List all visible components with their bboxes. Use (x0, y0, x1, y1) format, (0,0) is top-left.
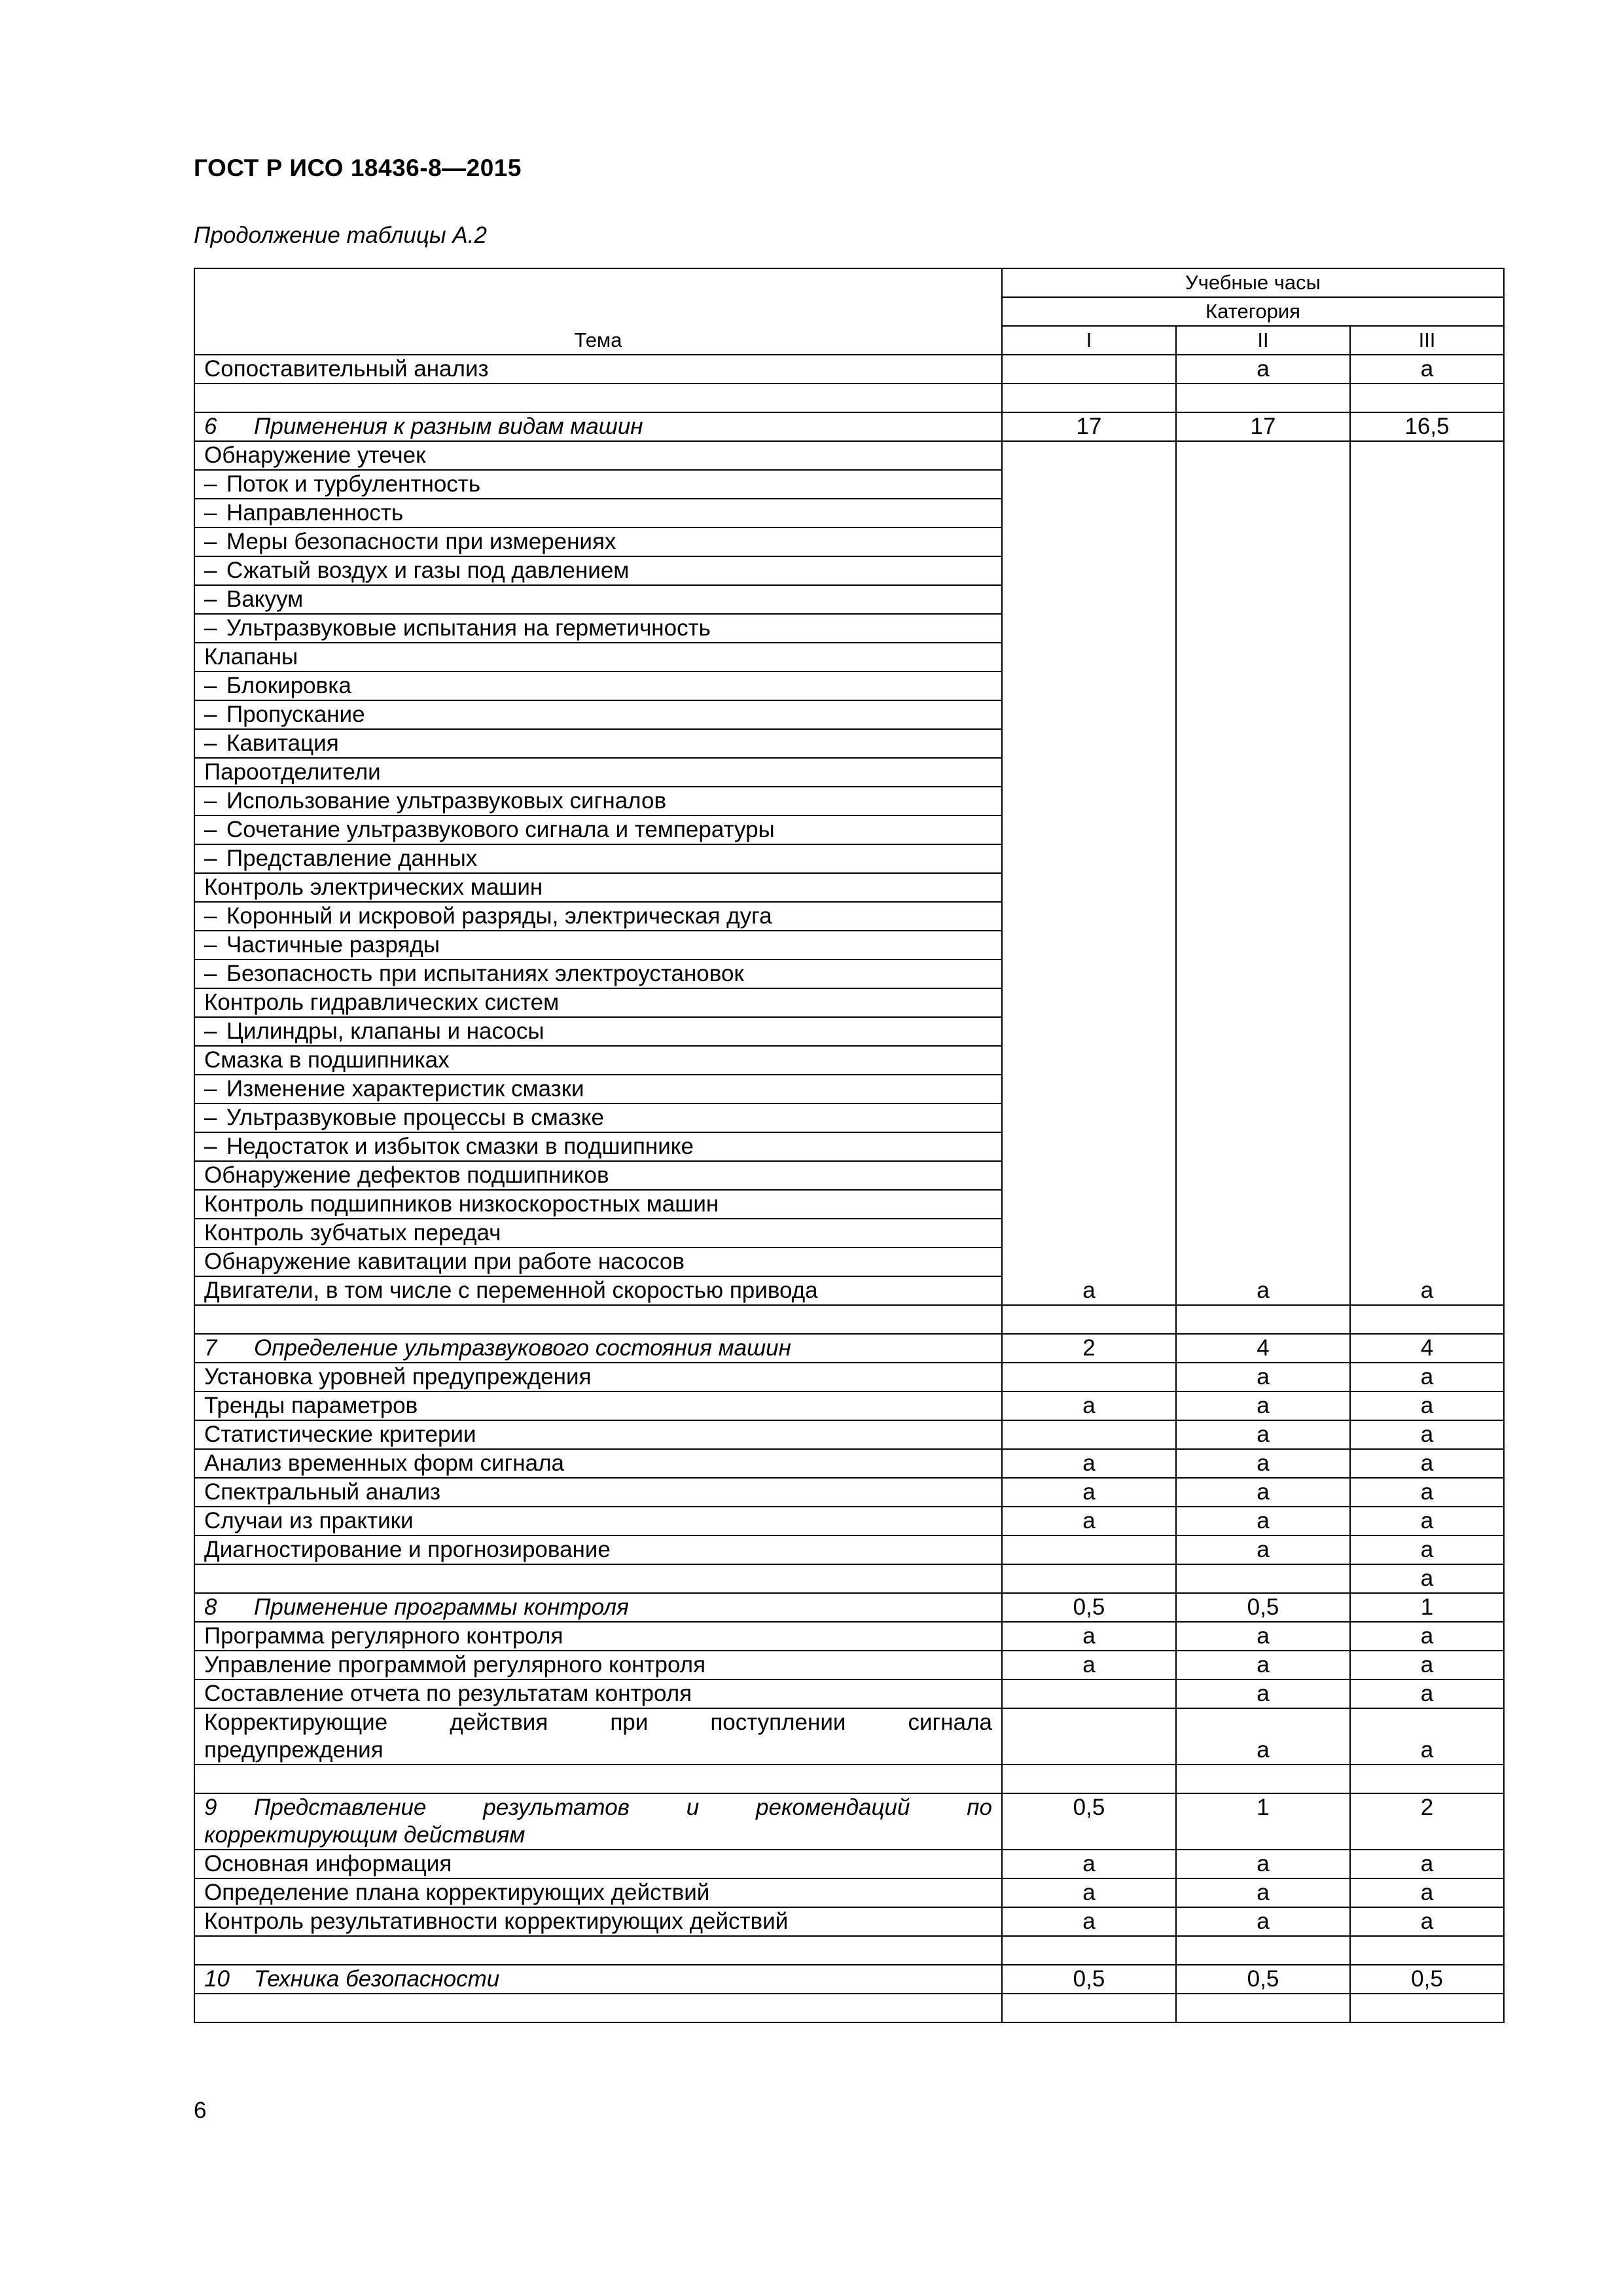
table-row (194, 1420, 1504, 1449)
hours-cat-2: 0,5 (1176, 1593, 1350, 1622)
row-topic-text: Коронный и искровой разряды, электрическая дуга (226, 903, 772, 929)
dash-marker: – (204, 817, 217, 842)
row-topic-text: Безопасность при испытаниях электроустановок (226, 961, 744, 986)
category-I-header: I (1002, 326, 1176, 355)
row-topic: Основная информация (194, 1850, 1002, 1878)
hours-cat-3: а (1350, 1878, 1504, 1907)
hours-cat-1: а (1002, 1507, 1176, 1535)
hours-cat-2: а (1176, 1420, 1350, 1449)
row-topic: Спектральный анализ (194, 1478, 1002, 1507)
hours-cat-3: 16,5 (1350, 412, 1504, 441)
hours-cat-3: 2 (1350, 1793, 1504, 1850)
hours-cat-3: 0,5 (1350, 1965, 1504, 1994)
row-topic (194, 787, 1002, 816)
row-topic: Пароотделители (194, 758, 1002, 787)
section-title-line-1 (204, 1794, 992, 1821)
hours-cat-3-merged: а (1350, 441, 1504, 1305)
table-row (194, 1363, 1504, 1391)
row-topic: Смазка в подшипниках (194, 1046, 1002, 1075)
row-topic-text: Пропускание (226, 702, 365, 727)
section-name: Техника безопасности (254, 1966, 500, 1992)
section-title (194, 1593, 1002, 1622)
section-number: 7 (204, 1335, 217, 1361)
hours-cat-1 (1002, 355, 1176, 384)
row-topic (194, 1564, 1002, 1593)
section-row-10 (194, 1965, 1504, 1994)
hours-cat-2: а (1176, 1878, 1350, 1907)
row-topic: Контроль подшипников низкоскоростных машин (194, 1190, 1002, 1219)
hours-cat-2: а (1176, 1363, 1350, 1391)
table-row (194, 1850, 1504, 1878)
section-name: Применения к разным видам машин (254, 414, 643, 439)
row-topic: Программа регулярного контроля (194, 1622, 1002, 1651)
table-row (194, 1708, 1504, 1765)
hours-cat-2: а (1176, 1651, 1350, 1679)
hours-cat-3: а (1350, 1391, 1504, 1420)
row-topic (194, 614, 1002, 643)
row-topic (194, 1075, 1002, 1103)
hours-cat-2: 0,5 (1176, 1965, 1350, 1994)
row-topic: Контроль результативности корректирующих действий (194, 1907, 1002, 1936)
row-topic-line-2: предупреждения (204, 1737, 383, 1763)
table-row (194, 1391, 1504, 1420)
row-topic-text: Сжатый воздух и газы под давлением (226, 558, 630, 583)
hours-cat-3: 1 (1350, 1593, 1504, 1622)
table-row (194, 1507, 1504, 1535)
training-hours-table (194, 268, 1505, 2023)
hours-cat-3: а (1350, 1363, 1504, 1391)
spacer-row (194, 384, 1504, 412)
hours-cat-2: 17 (1176, 412, 1350, 441)
section-title (194, 1965, 1002, 1994)
table-row (194, 1564, 1504, 1593)
dash-marker: – (204, 788, 217, 814)
table-row (194, 1907, 1504, 1936)
spacer-row (194, 1994, 1504, 2022)
hours-cat-3: 4 (1350, 1334, 1504, 1363)
section-title (194, 412, 1002, 441)
section-row-9 (194, 1793, 1504, 1850)
row-topic: Сопоставительный анализ (194, 355, 1002, 384)
hours-cat-1: 0,5 (1002, 1793, 1176, 1850)
hours-cat-1 (1002, 1679, 1176, 1708)
category-II-header: II (1176, 326, 1350, 355)
row-topic (194, 585, 1002, 614)
row-topic (194, 700, 1002, 729)
hours-cat-2: а (1176, 1478, 1350, 1507)
row-topic: Анализ временных форм сигнала (194, 1449, 1002, 1478)
row-topic (194, 902, 1002, 931)
row-topic: Контроль гидравлических систем (194, 988, 1002, 1017)
hours-cat-3: а (1350, 1850, 1504, 1878)
row-topic-text: Сочетание ультразвукового сигнала и температуры (226, 817, 775, 842)
row-topic (194, 499, 1002, 528)
hours-cat-3: а (1350, 1651, 1504, 1679)
section-row-7 (194, 1334, 1504, 1363)
table-row (194, 1679, 1504, 1708)
row-topic (194, 1132, 1002, 1161)
row-topic: Контроль электрических машин (194, 873, 1002, 902)
row-topic: Обнаружение утечек (194, 441, 1002, 470)
row-topic-text: Представление данных (226, 846, 478, 871)
hours-cat-2: 1 (1176, 1793, 1350, 1850)
hours-cat-3: а (1350, 1679, 1504, 1708)
row-topic (194, 729, 1002, 758)
column-header-topic: Тема (194, 268, 1002, 355)
hours-cat-1: 17 (1002, 412, 1176, 441)
section-name-line-1: Представление результатов и рекомендаций по (254, 1795, 992, 1820)
row-topic (194, 1103, 1002, 1132)
table-row (194, 1878, 1504, 1907)
document-code: ГОСТ Р ИСО 18436-8—2015 (194, 154, 522, 181)
section-title (194, 1334, 1002, 1363)
row-topic-text: Цилиндры, клапаны и насосы (226, 1018, 544, 1044)
hours-cat-2: а (1176, 1535, 1350, 1564)
hours-cat-3: а (1350, 1907, 1504, 1936)
hours-cat-3: а (1350, 1449, 1504, 1478)
row-topic: Определение плана корректирующих действий (194, 1878, 1002, 1907)
row-topic-text: Поток и турбулентность (226, 471, 481, 497)
hours-cat-2: а (1176, 1850, 1350, 1878)
hours-cat-2: а (1176, 355, 1350, 384)
dash-marker: – (204, 471, 217, 497)
row-topic-text: Ультразвуковые процессы в смазке (226, 1105, 604, 1130)
table-row (194, 1622, 1504, 1651)
hours-cat-2: 4 (1176, 1334, 1350, 1363)
row-topic-line-1: Корректирующие действия при поступлении сигнала (204, 1710, 992, 1735)
dash-marker: – (204, 1134, 217, 1159)
section-number: 9 (204, 1795, 217, 1820)
section-row-6 (194, 412, 1504, 441)
hours-cat-2: а (1176, 1708, 1350, 1765)
section-number: 6 (204, 414, 217, 439)
dash-marker: – (204, 1105, 217, 1130)
row-topic (194, 1708, 1002, 1765)
row-topic (194, 960, 1002, 988)
dash-marker: – (204, 1018, 217, 1044)
row-topic: Контроль зубчатых передач (194, 1219, 1002, 1247)
row-topic (194, 672, 1002, 700)
row-topic: Двигатели, в том числе с переменной скоростью привода (194, 1276, 1002, 1305)
row-topic (194, 1017, 1002, 1046)
row-topic-text: Частичные разряды (226, 932, 440, 958)
dash-marker: – (204, 1076, 217, 1102)
hours-cat-3: а (1350, 1622, 1504, 1651)
dash-marker: – (204, 730, 217, 756)
table-row (194, 1535, 1504, 1564)
hours-cat-1 (1002, 1363, 1176, 1391)
row-topic-text: Кавитация (226, 730, 339, 756)
table-row (194, 441, 1504, 470)
dash-marker: – (204, 903, 217, 929)
dash-marker: – (204, 673, 217, 698)
dash-marker: – (204, 846, 217, 871)
section-name: Применение программы контроля (254, 1594, 629, 1620)
hours-cat-1: а (1002, 1850, 1176, 1878)
hours-cat-1: 2 (1002, 1334, 1176, 1363)
column-header-category: Категория (1002, 297, 1504, 326)
row-topic-text: Недостаток и избыток смазки в подшипнике (226, 1134, 694, 1159)
hours-cat-1 (1002, 1420, 1176, 1449)
hours-cat-2: а (1176, 1907, 1350, 1936)
column-header-hours: Учебные часы (1002, 268, 1504, 297)
table-caption: Продолжение таблицы А.2 (194, 223, 487, 248)
hours-cat-1 (1002, 1564, 1176, 1593)
hours-cat-1: а (1002, 1478, 1176, 1507)
hours-cat-1: а (1002, 1622, 1176, 1651)
hours-cat-2: а (1176, 1622, 1350, 1651)
hours-cat-3: а (1350, 1478, 1504, 1507)
row-topic: Клапаны (194, 643, 1002, 672)
row-topic: Тренды параметров (194, 1391, 1002, 1420)
row-topic-text: Использование ультразвуковых сигналов (226, 788, 667, 814)
row-topic-text: Изменение характеристик смазки (226, 1076, 584, 1102)
dash-marker: – (204, 558, 217, 583)
row-topic-text: Меры безопасности при измерениях (226, 529, 616, 554)
hours-cat-1: 0,5 (1002, 1965, 1176, 1994)
row-topic: Обнаружение дефектов подшипников (194, 1161, 1002, 1190)
table-row (194, 1478, 1504, 1507)
hours-cat-3: а (1350, 1708, 1504, 1765)
section-title (194, 1793, 1002, 1850)
dash-marker: – (204, 615, 217, 641)
hours-cat-2: а (1176, 1391, 1350, 1420)
hours-cat-3: а (1350, 1564, 1504, 1593)
hours-cat-1-merged: а (1002, 441, 1176, 1305)
row-topic-text: Вакуум (226, 586, 304, 612)
hours-cat-1: а (1002, 1651, 1176, 1679)
hours-cat-3: а (1350, 1507, 1504, 1535)
hours-cat-2-merged: а (1176, 441, 1350, 1305)
table-row (194, 355, 1504, 384)
row-topic-text: Ультразвуковые испытания на герметичность (226, 615, 711, 641)
dash-marker: – (204, 932, 217, 958)
dash-marker: – (204, 500, 217, 526)
row-topic: Установка уровней предупреждения (194, 1363, 1002, 1391)
row-topic: Управление программой регулярного контроля (194, 1651, 1002, 1679)
table-row (194, 1651, 1504, 1679)
row-topic: Составление отчета по результатам контроля (194, 1679, 1002, 1708)
row-topic (194, 528, 1002, 556)
row-topic (194, 816, 1002, 844)
row-topic (194, 931, 1002, 960)
row-topic: Случаи из практики (194, 1507, 1002, 1535)
dash-marker: – (204, 529, 217, 554)
table-row (194, 1449, 1504, 1478)
section-number: 10 (204, 1966, 230, 1992)
spacer-row (194, 1305, 1504, 1334)
hours-cat-1: а (1002, 1449, 1176, 1478)
spacer-row (194, 1936, 1504, 1965)
dash-marker: – (204, 961, 217, 986)
row-topic (194, 844, 1002, 873)
row-topic: Диагностирование и прогнозирование (194, 1535, 1002, 1564)
row-topic-text: Направленность (226, 500, 404, 526)
hours-cat-1: а (1002, 1878, 1176, 1907)
hours-cat-1: а (1002, 1907, 1176, 1936)
page-number: 6 (194, 2098, 207, 2123)
hours-cat-1 (1002, 1708, 1176, 1765)
section-name: Определение ультразвукового состояния машин (254, 1335, 791, 1361)
section-number: 8 (204, 1594, 217, 1620)
hours-cat-3: а (1350, 1535, 1504, 1564)
row-topic: Статистические критерии (194, 1420, 1002, 1449)
dash-marker: – (204, 586, 217, 612)
hours-cat-1 (1002, 1535, 1176, 1564)
hours-cat-3: а (1350, 1420, 1504, 1449)
section-name-line-2: корректирующим действиям (204, 1822, 526, 1848)
hours-cat-2: а (1176, 1507, 1350, 1535)
spacer-row (194, 1765, 1504, 1793)
hours-cat-2: а (1176, 1679, 1350, 1708)
row-topic-text: Блокировка (226, 673, 351, 698)
category-III-header: III (1350, 326, 1504, 355)
hours-cat-2 (1176, 1564, 1350, 1593)
row-topic (194, 470, 1002, 499)
dash-marker: – (204, 702, 217, 727)
hours-cat-2: а (1176, 1449, 1350, 1478)
row-topic: Обнаружение кавитации при работе насосов (194, 1247, 1002, 1276)
section-row-8 (194, 1593, 1504, 1622)
hours-cat-3: а (1350, 355, 1504, 384)
row-topic (194, 556, 1002, 585)
hours-cat-1: а (1002, 1391, 1176, 1420)
hours-cat-1: 0,5 (1002, 1593, 1176, 1622)
